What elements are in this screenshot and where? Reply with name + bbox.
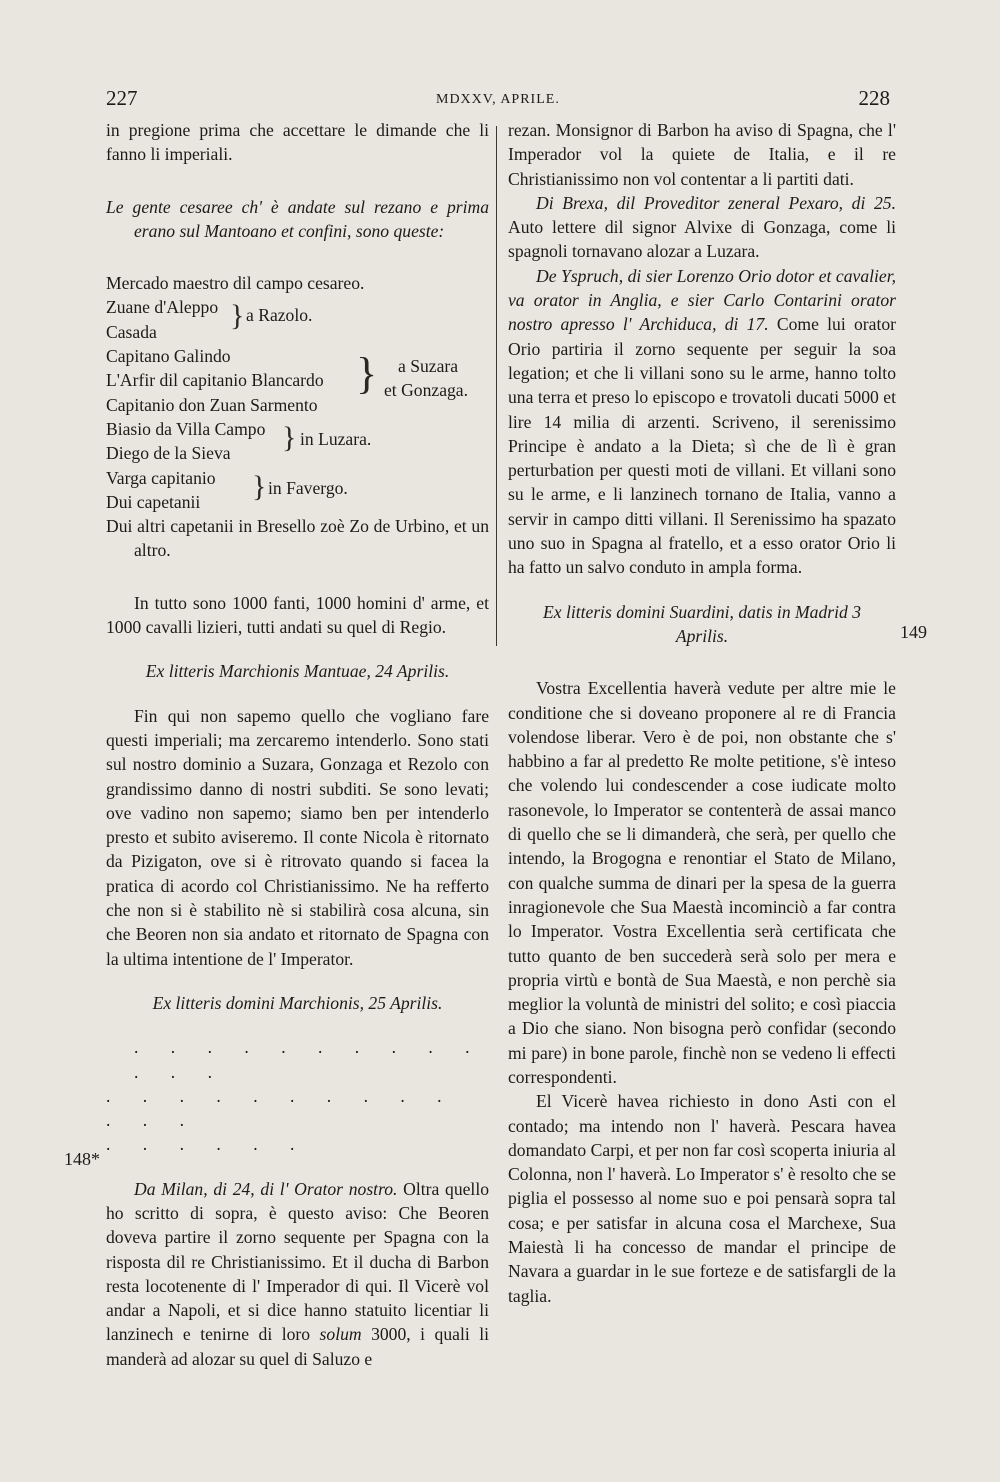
ellipsis-line: . . . . . . . . . . . . .	[106, 1085, 456, 1131]
ellipsis-line: . . . . . .	[106, 1134, 309, 1155]
brace-symbol: }	[356, 349, 378, 399]
group-place: a Razolo.	[246, 305, 313, 326]
name-line: Dui capetanii	[106, 491, 201, 512]
section-heading: Ex litteris Marchionis Mantuae, 24 Aprilis.	[145, 661, 450, 682]
paragraph-lead: Di Brexa, dil Proveditor zeneral Pexaro, di 25.	[536, 192, 896, 213]
name-group	[106, 344, 489, 417]
brace-symbol: }	[282, 420, 297, 454]
group-place: in Favergo.	[268, 477, 348, 498]
right-page-number: 228	[858, 86, 890, 110]
group-place: in Luzara.	[300, 428, 372, 449]
paragraph	[106, 1177, 489, 1371]
paragraph: in pregione prima che accettare le dimande che li fanno li imperiali.	[106, 120, 489, 165]
paragraph-body: Oltra quello ho scritto di sopra, è questo aviso: Che Beoren doveva partire il zorno sequente per Spagna con la risposta dil re Christianissimo. Et il ducha di Barbon resta locotenente di l' Imperador di qui. Il Vicerè vol andar a Napoli, et si dice hanno statuito licentiar li lanzinech e tenirne di loro	[106, 1178, 489, 1345]
brace-symbol: }	[230, 299, 245, 333]
paragraph	[508, 191, 896, 264]
name-line: Diego de la Sieva	[106, 443, 231, 464]
name-group	[106, 295, 489, 344]
paragraph: rezan. Monsignor di Barbon ha aviso di Spagna, che l' Imperador vol la quiete de Italia, e il re Christianissimo non vol contentar a li partiti dati.	[508, 120, 896, 189]
name-line: Capitano Galindo	[106, 346, 231, 367]
paragraph: El Vicerè havea richiesto in dono Asti con el contado; ma intendo non l' haverà. Pescara havea domandato Carpi, et per non far così scoperta iniuria al Colonna, non l' haverà. Lo Imperator s' è resolto che se piglia el possesso al nome suo e poi pensarà sopra tal cosa; e per satisfar in alcuna cosa el Marchexe, Sua Maiestà li ha concesso de mandar el principe de Navara a guardar in le sue forteze e de satisfargli de la taglia.	[508, 1091, 896, 1306]
right-column	[508, 118, 896, 1308]
paragraph-lead: Da Milan, di 24, di l' Orator nostro.	[134, 1178, 398, 1199]
margin-note-left: 148*	[64, 1149, 100, 1169]
name-group	[106, 466, 489, 515]
list-item: Dui altri capetanii in Bresello zoè Zo de Urbino, et un altro.	[106, 516, 489, 561]
left-column	[106, 118, 489, 1371]
left-page-number: 227	[106, 86, 138, 110]
paragraph: Vostra Excellentia haverà vedute per altre mie le conditione che si doveano proponere al re di Francia volendose liberar. Vero è de poi, non obstante che s' habbino a far al predetto Re molte petitione, s'è inteso che volendo lui condescender a cose iudicate molto rasonevole, lo Imperator se contenterà de assai manco di quello che se li dimanderà, che serà, per quello che intendo, la Brogogna e renontiar el Stato de Milano, con qualche summa de dinari per la spesa de la guerra inragionevole che Sua Maestà incominciò a far contra lo Imperator. Vostra Excellentia serà certificata che tutto quanto de ben succederà serà solo per mera e propria virtù e bontà de Sua Maestà, e non perchè sia meglior la voluntà de ministri del solito; e così piaccia a Dio che siano. Non bisogna però confidar (secondo mi pare) in bone parole, finchè non se vedeno li effecti correspondenti.	[508, 678, 896, 1087]
paragraph: Fin qui non sapemo quello che vogliano fare questi imperiali; ma zercaremo intenderlo. Sono stati sul nostro dominio a Suzara, Gonzaga et Rezolo con grandissimo danno di nostri subditi. Se sono levati; ove vadino non sapemo; siamo ben per intenderlo presto et subito aviseremo. Il conte Nicola è ritornato da Pizigaton, ove si è ritrovato quando si facea la pratica di acordo col Christianissimo. Ne ha refferto che non si è stabilito nè si stabilirà cosa alcuna, sin che Beoren non sia andato et ritornato de Spagna con la ultima intentione de l' Imperator.	[106, 705, 489, 969]
group-place: et Gonzaga.	[384, 380, 469, 401]
ellipsis-line: . . . . . . . . . . . . .	[134, 1037, 484, 1082]
paragraph-italic-word: solum	[319, 1324, 362, 1345]
margin-note-right: 149	[900, 622, 927, 642]
column-divider	[496, 126, 497, 646]
paragraph-body-end: 3000, i quali li manderà ad alozar su quel di Saluzo e	[106, 1324, 489, 1369]
name-group	[106, 417, 489, 466]
paragraph	[508, 264, 896, 580]
running-title: MDXXV, APRILE.	[436, 92, 560, 107]
section-heading: Ex litteris domini Suardini, datis in Madrid 3 Aprilis.	[543, 601, 861, 646]
list-title: Mercado maestro dil campo cesareo.	[106, 273, 365, 294]
section-heading: Le gente cesaree ch' è andate sul rezano e prima erano sul Mantoano et confini, sono queste:	[106, 196, 489, 241]
brace-symbol: }	[252, 469, 267, 503]
name-line: Zuane d'Aleppo	[106, 297, 219, 318]
paragraph-body: Come lui orator Orio partiria il zorno sequente per seguir la soa legation; et che li villani sono su le arme, hanno tolto una terra et preso lo episcopo e trovatoli ducati 5000 et lire 14 milia di arzenti. Scriveno, il serenissimo Principe è andato a la Dieta; sì che de lì è gran perturbation per questi moti de villani. Et villani sono su le arme, e li lanzinech tornano de Italia, vanno a servir in campo ditti villani. Il Serenissimo ha spazato uno suo in Spagna al fratello, et a esso orator Orio li ha fatto un salvo conduto in ampla forma.	[508, 314, 896, 578]
name-line: Capitanio don Zuan Sarmento	[106, 394, 318, 415]
paragraph: In tutto sono 1000 fanti, 1000 homini d' arme, et 1000 cavalli lizieri, tutti andati su quel di Regio.	[106, 592, 489, 638]
name-line: Casada	[106, 321, 157, 342]
section-heading: Ex litteris domini Marchionis, 25 Aprilis.	[152, 992, 443, 1013]
name-line: L'Arfir dil capitanio Blancardo	[106, 370, 324, 391]
name-line: Biasio da Villa Campo	[106, 418, 266, 439]
paragraph-body: Auto lettere dil signor Alvixe di Gonzaga, come li spagnoli tornavano alozar a Luzara.	[508, 217, 896, 262]
name-line: Varga capitanio	[106, 467, 216, 488]
paragraph-lead: De Yspruch, di sier Lorenzo Orio dotor et cavalier, va orator in Anglia, e sier Carlo Contarini orator nostro apresso l' Archiduca, di 17.	[508, 265, 896, 335]
group-place: a Suzara	[398, 356, 459, 377]
